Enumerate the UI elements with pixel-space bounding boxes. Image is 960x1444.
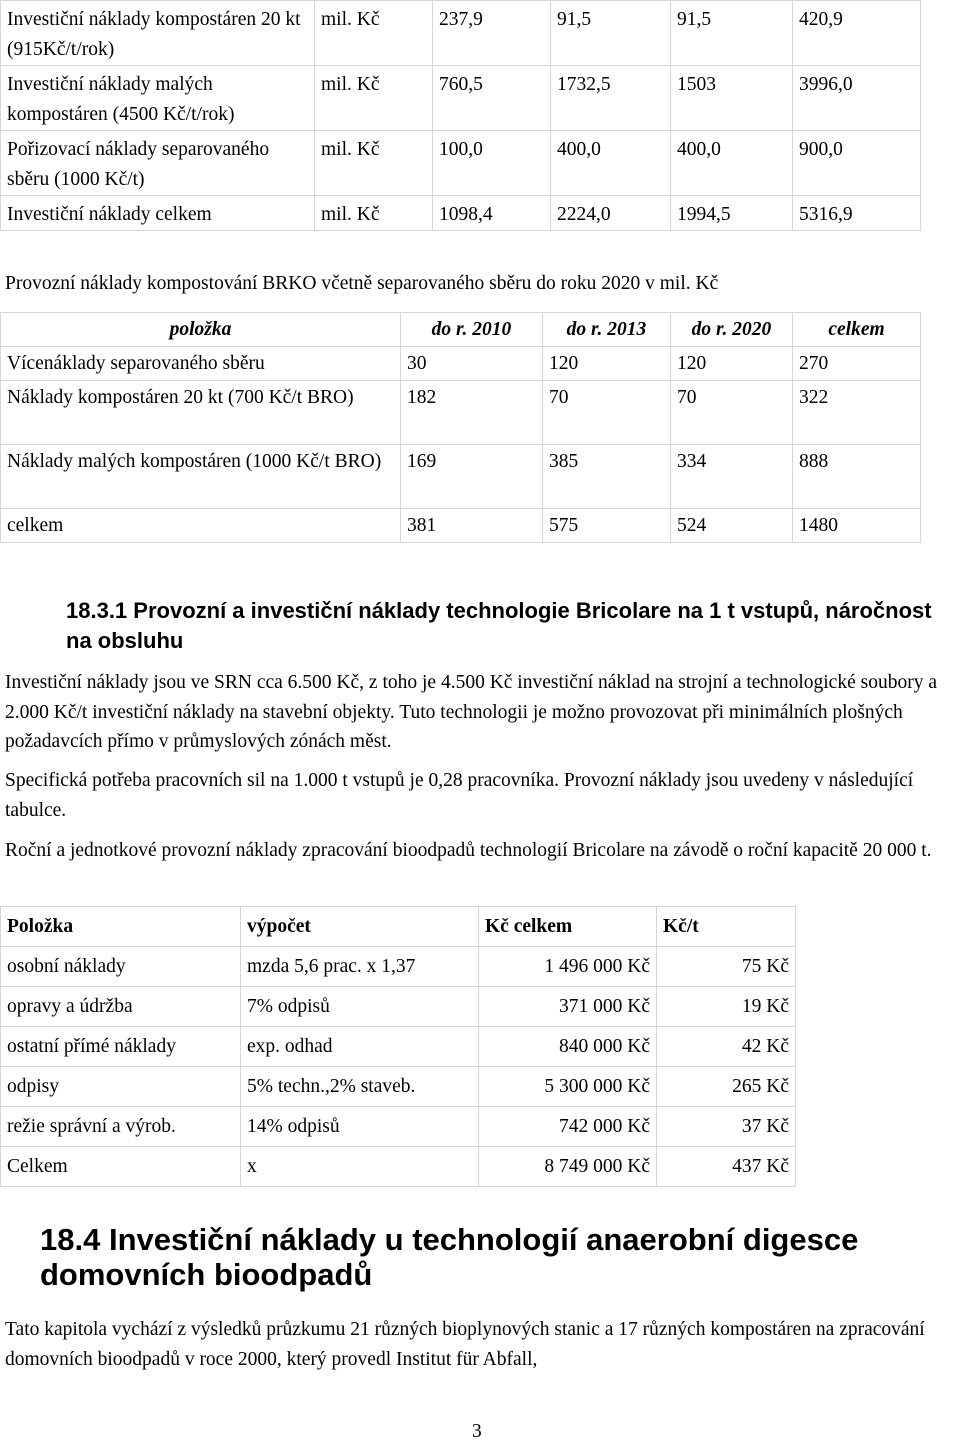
table-row bbox=[1, 1147, 796, 1187]
table-row bbox=[1, 1027, 796, 1067]
table-row bbox=[1, 131, 921, 196]
value-cell: 1480 bbox=[793, 509, 921, 543]
per-ton-cell: 265 Kč bbox=[657, 1067, 796, 1107]
value-cell: 381 bbox=[401, 509, 543, 543]
row-label: Celkem bbox=[1, 1147, 241, 1187]
table-row bbox=[1, 381, 921, 445]
column-header: výpočet bbox=[241, 907, 479, 947]
table-row bbox=[1, 947, 796, 987]
calc-cell: 14% odpisů bbox=[241, 1107, 479, 1147]
operating-costs-table bbox=[0, 312, 921, 543]
value-cell: 70 bbox=[543, 381, 671, 445]
column-header: do r. 2013 bbox=[543, 313, 671, 347]
column-header: Kč celkem bbox=[479, 907, 657, 947]
table-row bbox=[1, 347, 921, 381]
page-number: 3 bbox=[472, 1421, 482, 1442]
value-cell: 120 bbox=[671, 347, 793, 381]
per-ton-cell: 42 Kč bbox=[657, 1027, 796, 1067]
total-cell: 8 749 000 Kč bbox=[479, 1147, 657, 1187]
total-cell: 5316,9 bbox=[793, 196, 921, 231]
row-label: celkem bbox=[1, 509, 401, 543]
value-cell: 400,0 bbox=[671, 131, 793, 196]
table-row bbox=[1, 1, 921, 66]
section-heading-18-3-1 bbox=[66, 596, 946, 656]
calc-cell: 7% odpisů bbox=[241, 987, 479, 1027]
investment-costs-table bbox=[0, 0, 921, 231]
paragraph: Roční a jednotkové provozní náklady zpracování bioodpadů technologií Bricolare na závodě o roční kapacitě 20 000 t. bbox=[5, 840, 932, 861]
row-label: osobní náklady bbox=[1, 947, 241, 987]
total-cell: 420,9 bbox=[793, 1, 921, 66]
column-header: celkem bbox=[793, 313, 921, 347]
section-heading-18-4 bbox=[40, 1222, 920, 1292]
unit-cell: mil. Kč bbox=[315, 1, 433, 66]
per-ton-cell: 437 Kč bbox=[657, 1147, 796, 1187]
value-cell: 100,0 bbox=[433, 131, 551, 196]
unit-cell: mil. Kč bbox=[315, 196, 433, 231]
row-label: opravy a údržba bbox=[1, 987, 241, 1027]
total-cell: 1 496 000 Kč bbox=[479, 947, 657, 987]
section-number: 18.3.1 bbox=[66, 598, 128, 623]
total-cell: 742 000 Kč bbox=[479, 1107, 657, 1147]
per-ton-cell: 75 Kč bbox=[657, 947, 796, 987]
calc-cell: exp. odhad bbox=[241, 1027, 479, 1067]
column-header: Položka bbox=[1, 907, 241, 947]
value-cell: 1732,5 bbox=[551, 66, 671, 131]
value-cell: 760,5 bbox=[433, 66, 551, 131]
table-header-row bbox=[1, 313, 921, 347]
value-cell: 91,5 bbox=[551, 1, 671, 66]
value-cell: 575 bbox=[543, 509, 671, 543]
value-cell: 1098,4 bbox=[433, 196, 551, 231]
row-label: Investiční náklady malých kompostáren (4500 Kč/t/rok) bbox=[1, 66, 315, 131]
row-label: Vícenáklady separovaného sběru bbox=[1, 347, 401, 381]
total-cell: 900,0 bbox=[793, 131, 921, 196]
calc-cell: 5% techn.,2% staveb. bbox=[241, 1067, 479, 1107]
table-row bbox=[1, 196, 921, 231]
row-label: Investiční náklady celkem bbox=[1, 196, 315, 231]
value-cell: 182 bbox=[401, 381, 543, 445]
operating-costs-caption: Provozní náklady kompostování BRKO včetně separovaného sběru do roku 2020 v mil. Kč bbox=[5, 273, 719, 294]
table-row bbox=[1, 66, 921, 131]
column-header: položka bbox=[1, 313, 401, 347]
value-cell: 270 bbox=[793, 347, 921, 381]
value-cell: 334 bbox=[671, 445, 793, 509]
value-cell: 120 bbox=[543, 347, 671, 381]
table-header-row bbox=[1, 907, 796, 947]
paragraph: Investiční náklady jsou ve SRN cca 6.500 Kč, z toho je 4.500 Kč investiční náklad na strojní a technologické soubory a 2.000 Kč/t investiční náklady na stavební objekty. Tuto technologii je možno provozovat při minimálních plošných požadavcích přímo v průmyslových zónách měst. bbox=[5, 672, 937, 752]
value-cell: 2224,0 bbox=[551, 196, 671, 231]
table-row bbox=[1, 1107, 796, 1147]
value-cell: 1994,5 bbox=[671, 196, 793, 231]
row-label: Náklady kompostáren 20 kt (700 Kč/t BRO) bbox=[1, 381, 401, 445]
value-cell: 237,9 bbox=[433, 1, 551, 66]
calc-cell: mzda 5,6 prac. x 1,37 bbox=[241, 947, 479, 987]
total-cell: 5 300 000 Kč bbox=[479, 1067, 657, 1107]
total-cell: 3996,0 bbox=[793, 66, 921, 131]
paragraph: Tato kapitola vychází z výsledků průzkumu 21 různých bioplynových stanic a 17 různých kompostáren na zpracování domovních bioodpadů v roce 2000, který provedl Institut für Abfall, bbox=[5, 1319, 925, 1370]
value-cell: 322 bbox=[793, 381, 921, 445]
paragraph: Specifická potřeba pracovních sil na 1.000 t vstupů je 0,28 pracovníka. Provozní náklady jsou uvedeny v následující tabulce. bbox=[5, 770, 914, 821]
row-label: režie správní a výrob. bbox=[1, 1107, 241, 1147]
value-cell: 385 bbox=[543, 445, 671, 509]
per-ton-cell: 19 Kč bbox=[657, 987, 796, 1027]
row-label: Náklady malých kompostáren (1000 Kč/t BRO) bbox=[1, 445, 401, 509]
section-title: Provozní a investiční náklady technologie Bricolare na 1 t vstupů, náročnost na obsluhu bbox=[66, 598, 932, 653]
value-cell: 524 bbox=[671, 509, 793, 543]
section-number: 18.4 bbox=[40, 1222, 101, 1257]
row-label: Investiční náklady kompostáren 20 kt (915Kč/t/rok) bbox=[1, 1, 315, 66]
unit-cell: mil. Kč bbox=[315, 66, 433, 131]
total-cell: 371 000 Kč bbox=[479, 987, 657, 1027]
bricolare-costs-table bbox=[0, 906, 796, 1187]
value-cell: 400,0 bbox=[551, 131, 671, 196]
value-cell: 888 bbox=[793, 445, 921, 509]
value-cell: 30 bbox=[401, 347, 543, 381]
column-header: Kč/t bbox=[657, 907, 796, 947]
section-title: Investiční náklady u technologií anaerobní digesce domovních bioodpadů bbox=[40, 1222, 859, 1292]
unit-cell: mil. Kč bbox=[315, 131, 433, 196]
table-row bbox=[1, 1067, 796, 1107]
total-cell: 840 000 Kč bbox=[479, 1027, 657, 1067]
row-label: ostatní přímé náklady bbox=[1, 1027, 241, 1067]
table-row bbox=[1, 445, 921, 509]
column-header: do r. 2010 bbox=[401, 313, 543, 347]
per-ton-cell: 37 Kč bbox=[657, 1107, 796, 1147]
value-cell: 1503 bbox=[671, 66, 793, 131]
row-label: odpisy bbox=[1, 1067, 241, 1107]
table-row bbox=[1, 987, 796, 1027]
row-label: Pořizovací náklady separovaného sběru (1000 Kč/t) bbox=[1, 131, 315, 196]
value-cell: 169 bbox=[401, 445, 543, 509]
calc-cell: x bbox=[241, 1147, 479, 1187]
table-row bbox=[1, 509, 921, 543]
value-cell: 70 bbox=[671, 381, 793, 445]
column-header: do r. 2020 bbox=[671, 313, 793, 347]
value-cell: 91,5 bbox=[671, 1, 793, 66]
